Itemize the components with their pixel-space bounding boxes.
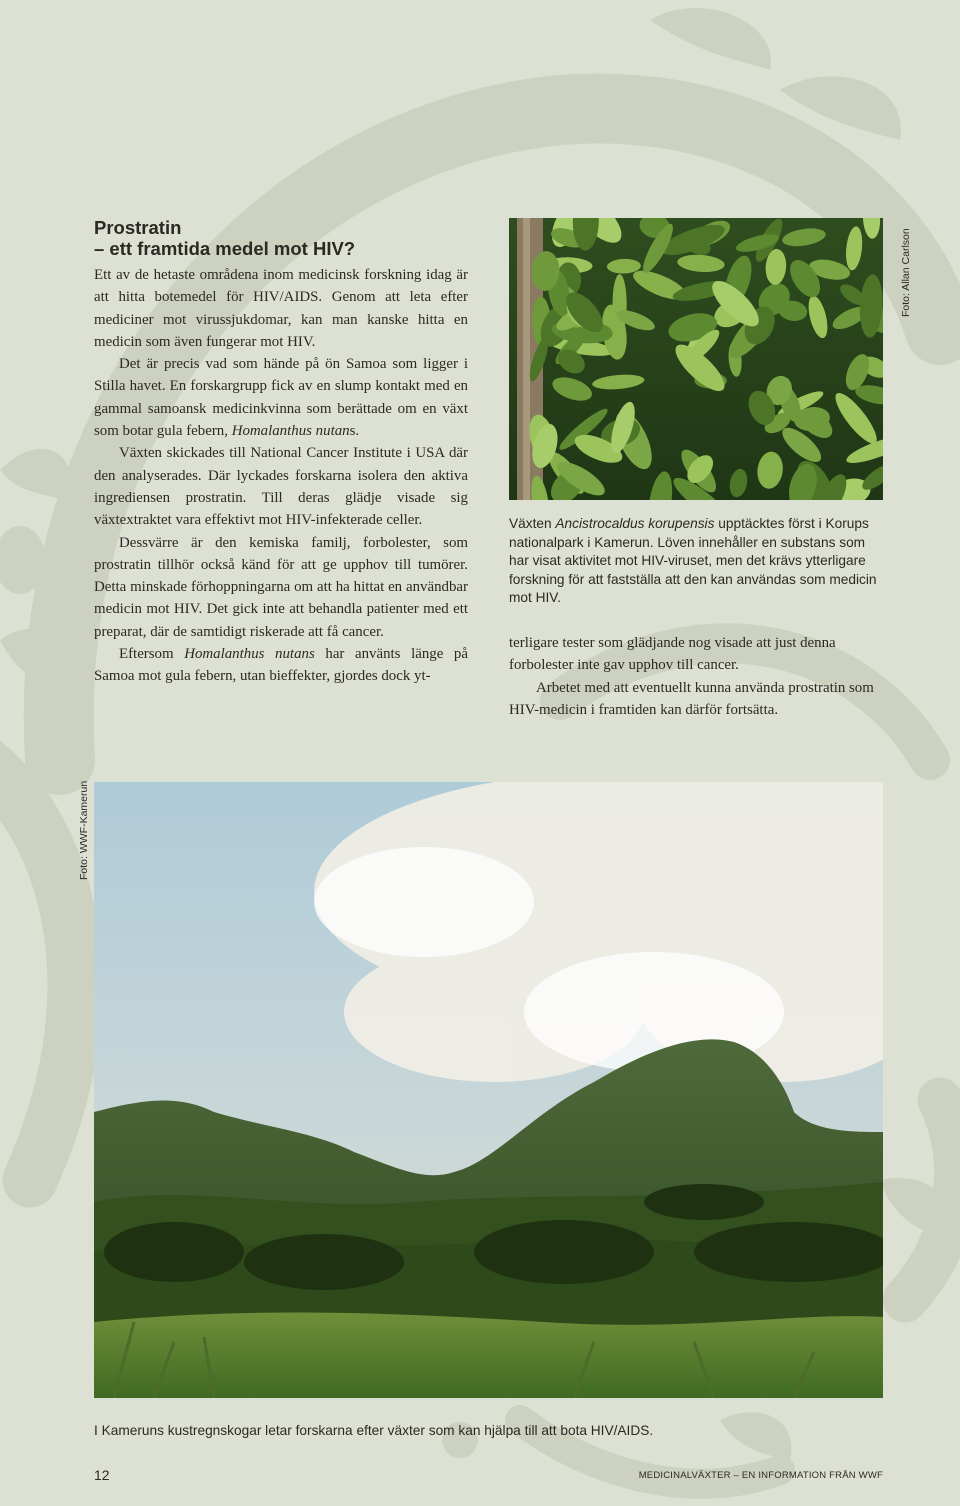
text-run: Ett av de hetaste områdena inom medicinsk forskning idag är att hitta botemedel för HIV/AIDS. Genom att leta efter mediciner mot virussjukdomar, kan man kanske hitta en medicin som även fungerar mot HIV. bbox=[94, 267, 468, 350]
title-line-1: Prostratin bbox=[94, 217, 182, 238]
landscape-photo-credit-text: Foto: WWF-Kamerun bbox=[78, 780, 90, 880]
plant-photo-credit-text: Foto: Allan Carlson bbox=[900, 228, 912, 317]
text-run: s. bbox=[349, 423, 360, 440]
body-column-left bbox=[94, 264, 468, 688]
plant-photo-caption bbox=[509, 515, 883, 608]
italic-text: Ancistrocaldus korupensis bbox=[555, 516, 715, 531]
article-title bbox=[94, 217, 494, 259]
text-run: Eftersom bbox=[119, 646, 185, 663]
landscape-photo-image bbox=[94, 782, 883, 1398]
body-paragraph bbox=[94, 264, 468, 353]
text-run: Dessvärre är den kemiska familj, forbolester, som prostratin tillhör också känd för att ge upphov till tumörer. Detta minskade förhoppningarna om att ha hittat en användbar medicin mot HIV. Det gick inte att behandla patienter med ett preparat, där de samtidigt riskerade att få cancer. bbox=[94, 534, 468, 640]
italic-text: Homalanthus nutan bbox=[231, 423, 350, 440]
body-column-right bbox=[509, 632, 887, 721]
page-number: 12 bbox=[94, 1467, 110, 1483]
title-line-2: – ett framtida medel mot HIV? bbox=[94, 238, 356, 259]
plant-photo-credit bbox=[898, 217, 916, 317]
body-paragraph bbox=[509, 677, 887, 722]
text-run: Det är precis vad som hände på ön Samoa som ligger i Stilla havet. En forskargrupp fick av en slump kontakt med en gammal samoansk medicinkvinna som berättade om en växt som botar gula febern, bbox=[94, 356, 468, 440]
text-run: Växten bbox=[509, 516, 556, 531]
text-run: upptäcktes först i Korups nationalpark i Kamerun. Löven innehåller en substans som har visat aktivitet mot HIV-viruset, men det krävs ytterligare forskning för att fastställa att den kan användas som medicin mot HIV. bbox=[509, 516, 877, 605]
body-paragraph bbox=[94, 442, 468, 531]
body-paragraph bbox=[94, 353, 468, 442]
landscape-photo-caption: I Kameruns kustregnskogar letar forskarna efter växter som kan hjälpa till att bota HIV/AIDS. bbox=[94, 1423, 654, 1438]
text-run: har använts länge på Samoa mot gula febern, utan bieffekter, gjordes dock yt- bbox=[94, 646, 468, 685]
plant-photo-image bbox=[509, 218, 883, 500]
text-run: terligare tester som glädjande nog visade att just denna forbolester inte gav upphov till cancer. bbox=[509, 635, 836, 674]
body-paragraph bbox=[94, 643, 468, 688]
body-paragraph bbox=[509, 632, 887, 677]
body-paragraph bbox=[94, 532, 468, 643]
italic-text: Homalanthus nutans bbox=[184, 646, 315, 663]
plant-photo bbox=[509, 218, 883, 500]
text-run: Växten skickades till National Cancer Institute i USA där den analyserades. Där lyckades forskarna isolera den aktiva ingrediensen prostratin. Till deras glädje visade sig växtextraktet vara effektivt mot HIV-infekterade celler. bbox=[94, 445, 468, 529]
publication-footer: MEDICINALVÄXTER – EN INFORMATION FRÅN WWF bbox=[638, 1470, 883, 1481]
text-run: Arbetet med att eventuellt kunna använda prostratin som HIV-medicin i framtiden kan därför fortsätta. bbox=[509, 679, 874, 718]
landscape-photo bbox=[94, 782, 883, 1398]
landscape-photo-credit bbox=[78, 780, 96, 880]
leaf-shape bbox=[613, 274, 627, 334]
